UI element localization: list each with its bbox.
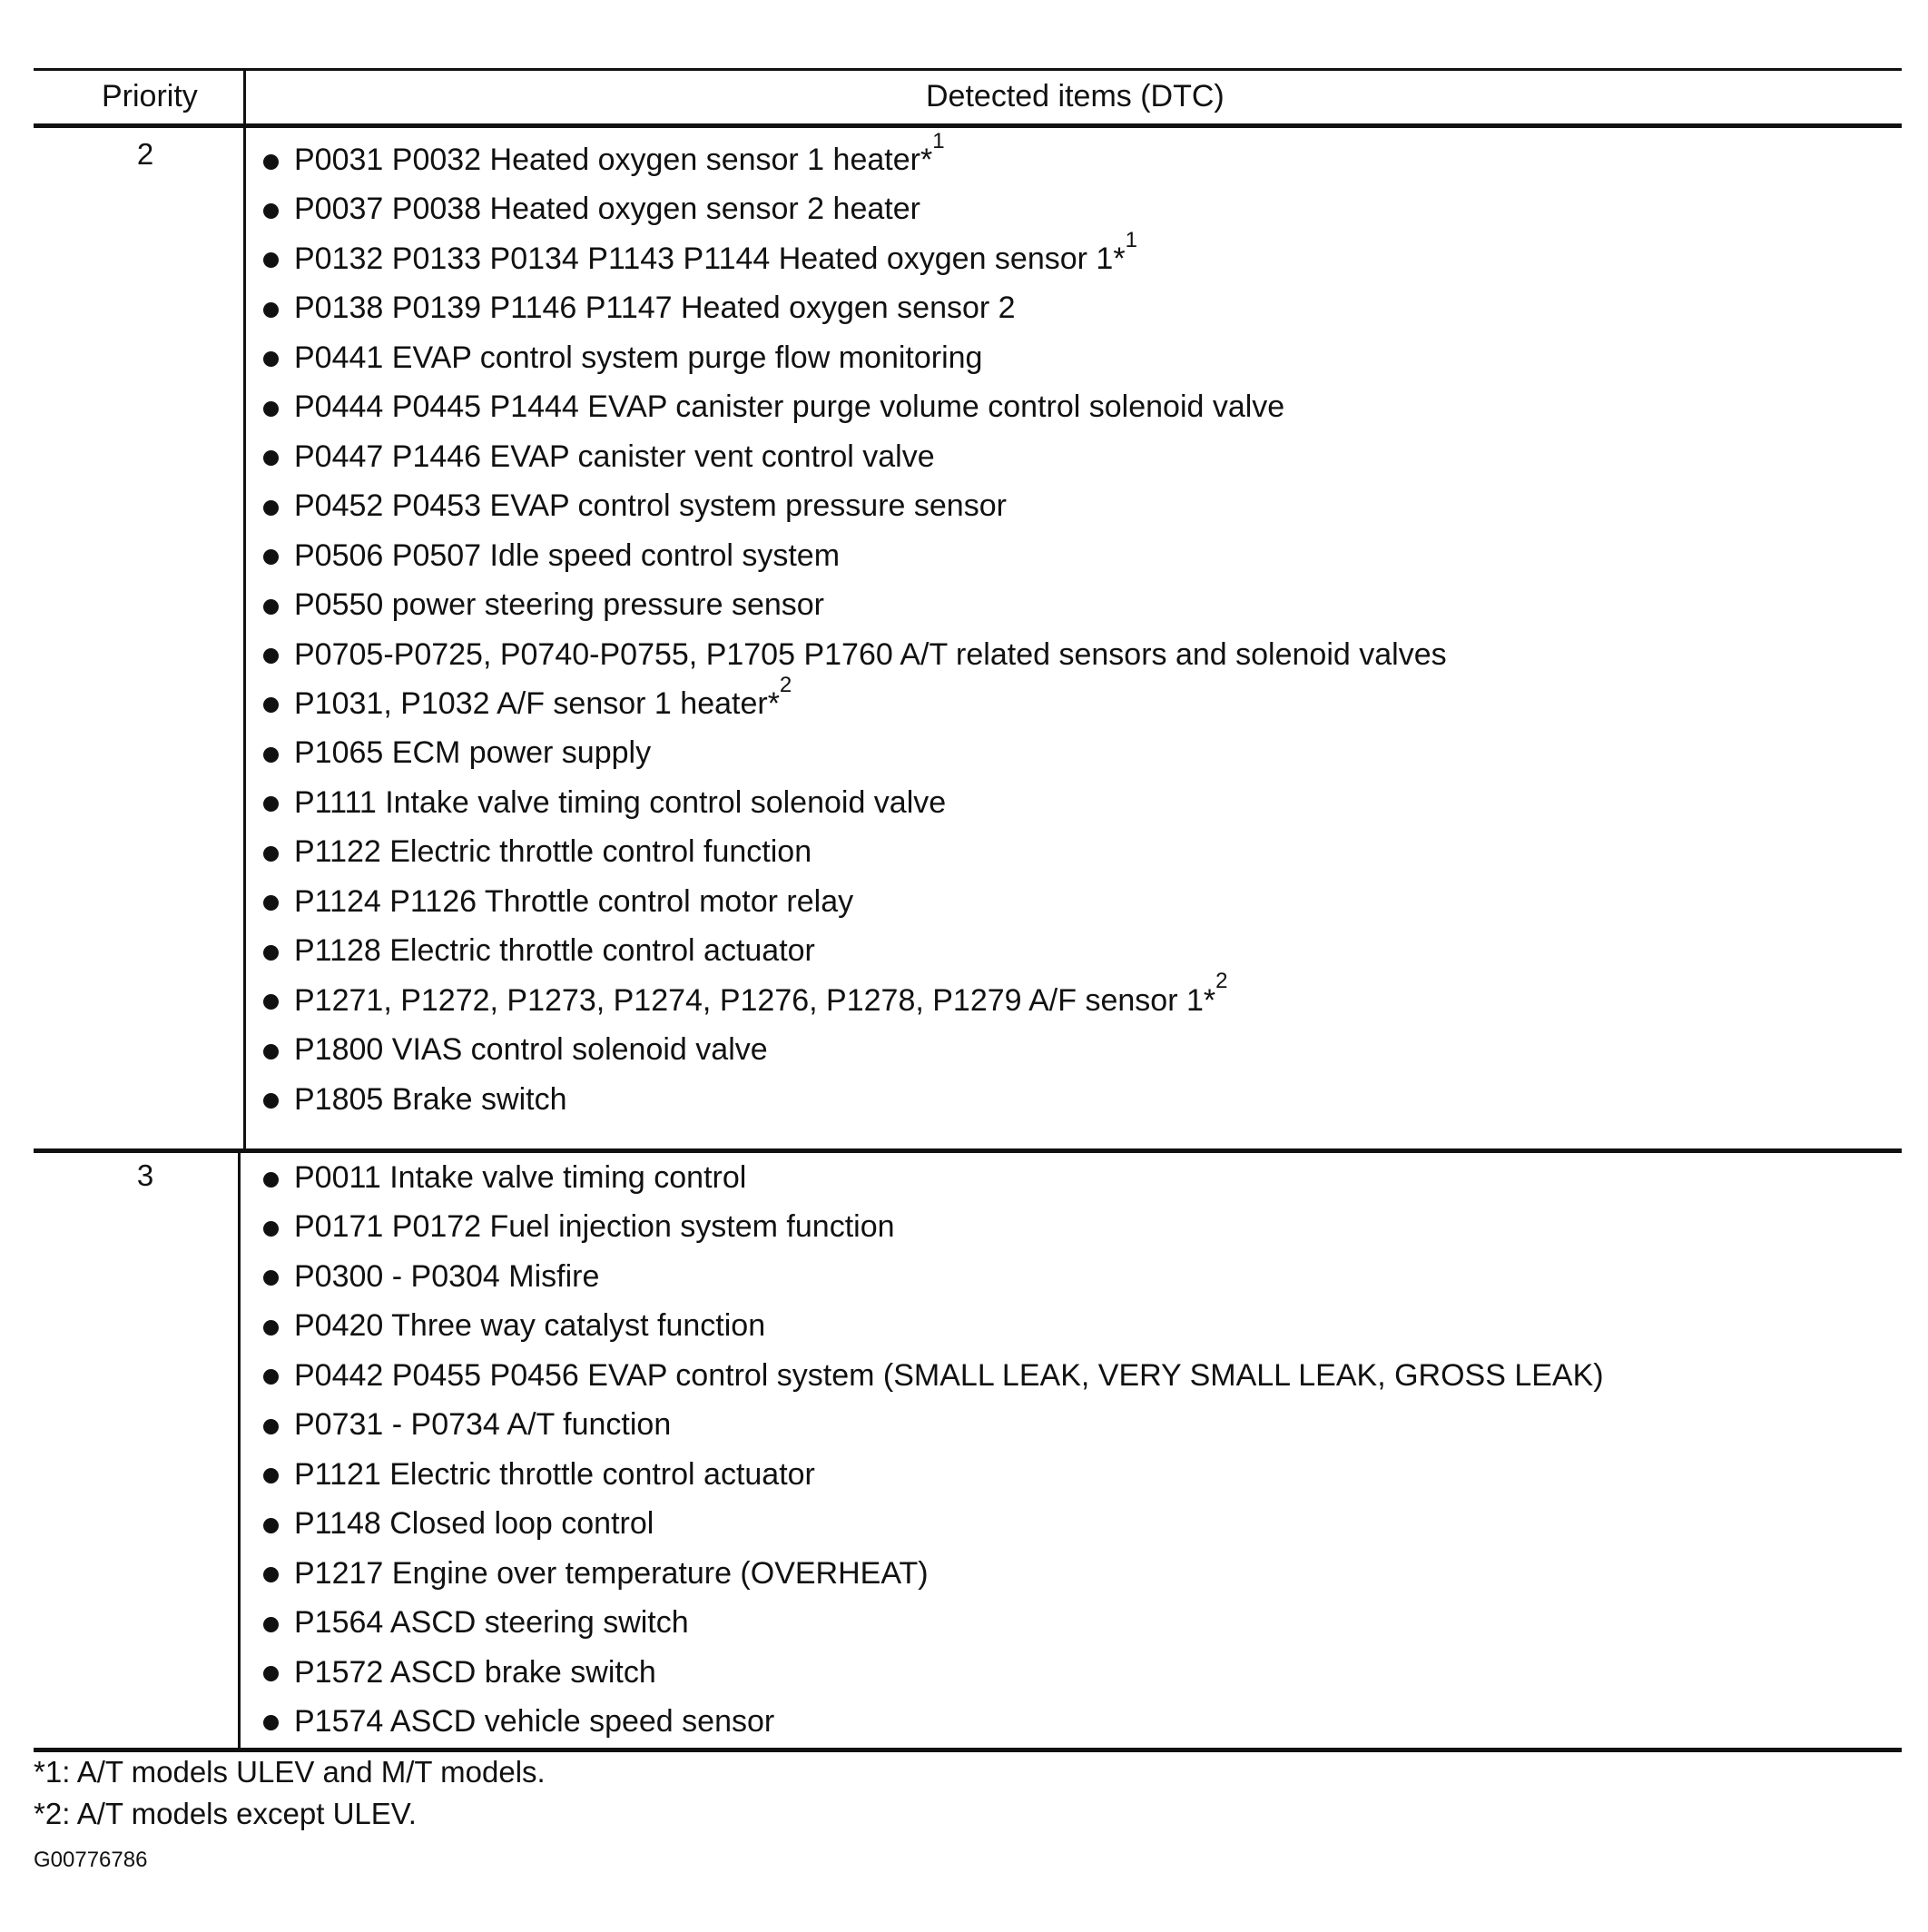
dtc-item-text: P1574 ASCD vehicle speed sensor — [294, 1703, 775, 1739]
dtc-item-text: P1271, P1272, P1273, P1274, P1276, P1278, P1279 A/F sensor 1*$^2$ — [294, 969, 1228, 1018]
dtc-item-text: P0420 Three way catalyst function — [294, 1308, 766, 1344]
bullet-icon — [263, 895, 279, 911]
dtc-item-text: P0300 - P0304 Misfire — [294, 1258, 600, 1294]
dtc-item-text: P1572 ASCD brake switch — [294, 1654, 656, 1690]
dtc-item-text: P0138 P0139 P1146 P1147 Heated oxygen sensor 2 — [294, 291, 1016, 326]
column-divider-lower — [238, 1149, 241, 1750]
dtc-list-item — [263, 340, 982, 376]
bullet-icon — [263, 599, 279, 615]
dtc-item-text: P1031, P1032 A/F sensor 1 heater*$^2$ — [294, 672, 792, 721]
bullet-icon — [263, 945, 279, 961]
bullet-icon — [263, 1715, 279, 1730]
bullet-icon — [263, 1044, 279, 1060]
bullet-icon — [263, 154, 279, 170]
priority-2-label: 2 — [136, 137, 154, 171]
dtc-item-text: P1564 ASCD steering switch — [294, 1605, 689, 1641]
dtc-item-text: P1122 Electric throttle control function — [294, 834, 812, 870]
dtc-item-text: P1111 Intake valve timing control solenoid valve — [294, 784, 947, 820]
dtc-list-item — [263, 1357, 1604, 1394]
bullet-icon — [263, 1221, 279, 1237]
footnote-marker: 2 — [1215, 969, 1228, 994]
dtc-list-item — [263, 784, 946, 821]
dtc-item-text: P0452 P0453 EVAP control system pressure sensor — [294, 488, 1007, 524]
dtc-item-text: P1800 VIAS control solenoid valve — [294, 1032, 768, 1068]
bullet-icon — [263, 1567, 279, 1582]
dtc-list-item — [263, 1604, 689, 1641]
dtc-item-text: P1121 Electric throttle control actuator — [294, 1456, 815, 1492]
dtc-list-item — [263, 1406, 671, 1443]
header-detected-items: Detected items (DTC) — [926, 79, 1225, 113]
dtc-list-item — [263, 1031, 768, 1068]
dtc-item-text: P1128 Electric throttle control actuator — [294, 933, 815, 969]
bullet-icon — [263, 747, 279, 763]
dtc-list-item — [263, 636, 1447, 673]
dtc-item-text: P1805 Brake switch — [294, 1081, 567, 1117]
bullet-icon — [263, 401, 279, 417]
footnote-marker: 2 — [779, 672, 792, 697]
dtc-list-item — [263, 1505, 654, 1542]
dtc-item-text: P0506 P0507 Idle speed control system — [294, 537, 841, 573]
bullet-icon — [263, 1369, 279, 1385]
bullet-icon — [263, 1172, 279, 1188]
bullet-icon — [263, 994, 279, 1010]
dtc-item-text: P0705-P0725, P0740-P0755, P1705 P1760 A/T related sensors and solenoid valves — [294, 636, 1447, 672]
dtc-item-text: P0444 P0445 P1444 EVAP canister purge volume control solenoid valve — [294, 389, 1285, 425]
bullet-icon — [263, 1666, 279, 1681]
footnote-marker: 1 — [932, 128, 945, 153]
dtc-list-item — [263, 1208, 895, 1245]
bullet-icon — [263, 351, 279, 367]
bullet-icon — [263, 1320, 279, 1336]
dtc-list-item — [263, 586, 824, 623]
bullet-icon — [263, 1468, 279, 1484]
bullet-icon — [263, 1093, 279, 1109]
dtc-item-text: P0011 Intake valve timing control — [294, 1160, 747, 1195]
dtc-list-item — [263, 191, 920, 227]
dtc-list-item — [263, 1159, 746, 1196]
dtc-item-text: P1217 Engine over temperature (OVERHEAT) — [294, 1555, 929, 1591]
header-bottom-rule — [34, 123, 1902, 128]
bullet-icon — [263, 450, 279, 466]
bullet-icon — [263, 796, 279, 812]
bullet-icon — [263, 302, 279, 318]
dtc-list-item — [263, 1081, 567, 1118]
table-bottom-rule — [34, 1748, 1902, 1752]
bullet-icon — [263, 1617, 279, 1632]
dtc-list-item — [263, 389, 1284, 425]
bullet-icon — [263, 500, 279, 516]
footnote-1: *1: A/T models ULEV and M/T models. — [34, 1755, 546, 1789]
bullet-icon — [263, 697, 279, 713]
group-divider-rule — [34, 1148, 1902, 1153]
footnote-2: *2: A/T models except ULEV. — [34, 1797, 417, 1830]
dtc-list-item — [263, 1555, 929, 1592]
column-divider-upper — [243, 69, 246, 1151]
dtc-list-item — [263, 1258, 599, 1295]
dtc-item-text: P0447 P1446 EVAP canister vent control valve — [294, 439, 935, 474]
dtc-item-text: P1124 P1126 Throttle control motor relay — [294, 883, 854, 919]
dtc-list-item — [263, 1654, 656, 1690]
bullet-icon — [263, 549, 279, 565]
header-priority: Priority — [102, 79, 198, 113]
dtc-list-item — [263, 290, 1016, 326]
bullet-icon — [263, 648, 279, 664]
dtc-list-item — [263, 1307, 765, 1344]
dtc-list-item — [263, 833, 812, 870]
dtc-item-text: P0550 power steering pressure sensor — [294, 587, 824, 623]
dtc-list-item — [263, 883, 853, 920]
table-top-rule — [34, 68, 1902, 71]
figure-code: G00776786 — [34, 1848, 148, 1872]
priority-3-label: 3 — [136, 1158, 154, 1192]
dtc-item-text: P0731 - P0734 A/T function — [294, 1407, 672, 1443]
dtc-list-item — [263, 969, 1228, 1019]
footnote-marker: 1 — [1125, 227, 1137, 252]
dtc-list-item — [263, 488, 1007, 524]
dtc-item-text: P0442 P0455 P0456 EVAP control system (SMALL LEAK, VERY SMALL LEAK, GROSS LEAK) — [294, 1357, 1604, 1393]
dtc-list-item — [263, 734, 651, 771]
bullet-icon — [263, 1419, 279, 1434]
bullet-icon — [263, 846, 279, 862]
dtc-item-text: P1148 Closed loop control — [294, 1506, 654, 1542]
dtc-item-text: P0037 P0038 Heated oxygen sensor 2 heater — [294, 192, 920, 227]
bullet-icon — [263, 1518, 279, 1533]
dtc-item-text: P0031 P0032 Heated oxygen sensor 1 heater*$^1$ — [294, 128, 945, 177]
dtc-list-item — [263, 1703, 774, 1740]
dtc-list-item — [263, 439, 935, 475]
dtc-list-item — [263, 227, 1137, 277]
dtc-list-item — [263, 128, 945, 178]
dtc-item-text: P0132 P0133 P0134 P1143 P1144 Heated oxygen sensor 1*$^1$ — [294, 227, 1137, 276]
dtc-list-item — [263, 537, 840, 574]
dtc-item-text: P1065 ECM power supply — [294, 735, 652, 771]
dtc-item-text: P0171 P0172 Fuel injection system function — [294, 1209, 895, 1245]
bullet-icon — [263, 252, 279, 268]
dtc-item-text: P0441 EVAP control system purge flow monitoring — [294, 340, 983, 375]
dtc-list-item — [263, 672, 792, 722]
dtc-list-item — [263, 932, 815, 969]
dtc-list-item — [263, 1456, 815, 1493]
bullet-icon — [263, 1270, 279, 1286]
bullet-icon — [263, 203, 279, 219]
